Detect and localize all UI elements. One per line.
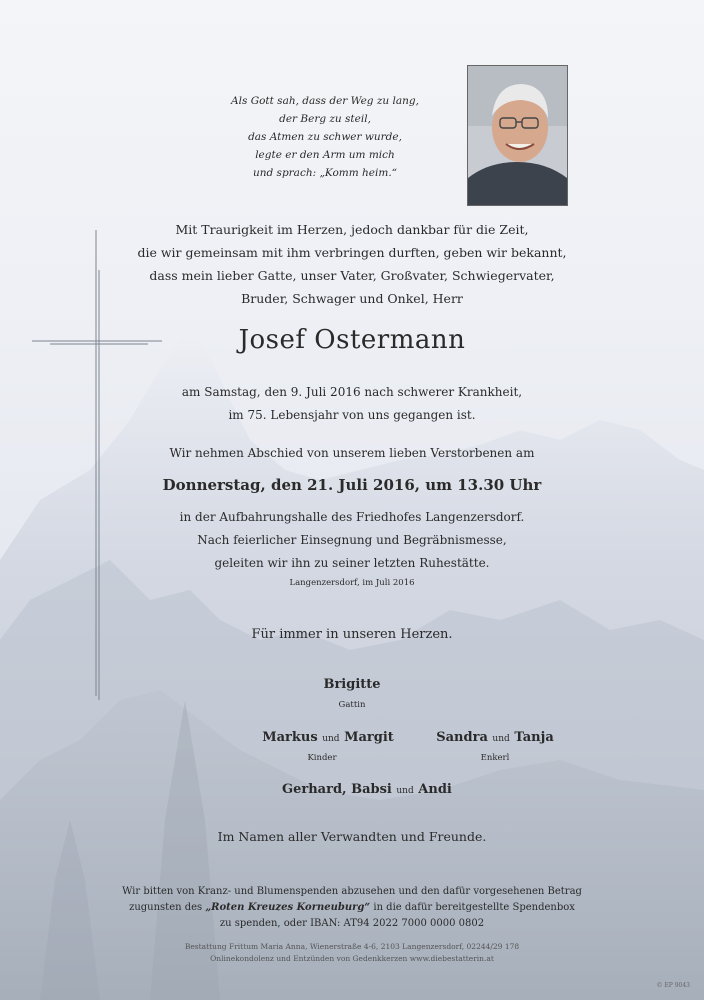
poem-line: und sprach: „Komm heim.“: [252, 167, 398, 179]
donation-text-part: in die dafür bereitgestellte Spendenbox: [370, 902, 575, 913]
family-children-role: Kinder: [307, 753, 337, 763]
undertaker-footer: [0, 941, 704, 965]
poem-line: das Atmen zu schwer wurde,: [248, 131, 402, 143]
intro-line: Bruder, Schwager und Onkel, Herr: [241, 291, 463, 306]
passing-line: am Samstag, den 9. Juli 2016 nach schwerer Krankheit,: [181, 385, 523, 399]
donation-line: [0, 900, 704, 916]
family-grandchildren-role: Enkerl: [480, 753, 510, 763]
template-code: © EP 9043: [656, 982, 690, 989]
poem: [205, 92, 445, 182]
poem-line: Als Gott sah, dass der Weg zu lang,: [231, 95, 419, 107]
child-name: Margit: [344, 730, 394, 745]
poem-line: legte er den Arm um mich: [255, 149, 395, 161]
family-wife-name: Brigitte: [323, 677, 381, 692]
and-word: und: [322, 734, 340, 744]
passing-line: im 75. Lebensjahr von uns gegangen ist.: [228, 408, 476, 422]
footer-line: Onlinekondolenz und Entzünden von Gedenkkerzen www.diebestatterin.at: [210, 954, 494, 963]
and-word: und: [396, 786, 414, 796]
portrait-illustration: [468, 66, 567, 205]
place-date: Langenzersdorf, im Juli 2016: [289, 578, 415, 588]
donation-iban: zu spenden, oder IBAN: AT94 2022 7000 0000 0802: [219, 918, 485, 929]
donation-text-part: zugunsten des: [129, 902, 206, 913]
intro-text: [0, 218, 704, 310]
ceremony-text: [0, 506, 704, 575]
funeral-date: Donnerstag, den 21. Juli 2016, um 13.30 Uhr: [162, 476, 542, 494]
intro-line: dass mein lieber Gatte, unser Vater, Großvater, Schwiegervater,: [149, 268, 555, 283]
intro-line: die wir gemeinsam mit ihm verbringen durften, geben wir bekannt,: [137, 245, 567, 260]
intro-line: Mit Traurigkeit im Herzen, jedoch dankbar für die Zeit,: [175, 222, 529, 237]
donation-text: [0, 884, 704, 932]
farewell-text: Wir nehmen Abschied von unserem lieben Verstorbenen am: [169, 446, 535, 460]
ceremony-line: Nach feierlicher Einsegnung und Begräbnismesse,: [197, 533, 507, 547]
grandchild-name: Sandra: [436, 730, 488, 745]
sibling-names: Gerhard, Babsi: [282, 782, 392, 797]
ceremony-line: in der Aufbahrungshalle des Friedhofes Langenzersdorf.: [179, 510, 525, 524]
family-children-names: [248, 730, 408, 745]
ceremony-line: geleiten wir ihn zu seiner letzten Ruhestätte.: [214, 556, 490, 570]
and-word: und: [492, 734, 510, 744]
deceased-name: Josef Ostermann: [238, 325, 466, 355]
donation-organization: „Roten Kreuzes Korneuburg“: [205, 902, 371, 913]
family-wife-role: Gattin: [338, 700, 366, 710]
footer-line: Bestattung Frittum Maria Anna, Wienerstraße 4-6, 2103 Langenzersdorf, 02244/29 178: [184, 942, 520, 951]
relatives-text: Im Namen aller Verwandten und Freunde.: [217, 829, 487, 844]
forever-text: Für immer in unseren Herzen.: [251, 627, 453, 642]
sibling-name: Andi: [418, 782, 452, 797]
child-name: Markus: [262, 730, 318, 745]
passing-text: [0, 381, 704, 427]
portrait-photo: [467, 65, 568, 206]
donation-line: Wir bitten von Kranz- und Blumenspenden abzusehen und den dafür vorgesehenen Betrag: [122, 886, 582, 897]
grandchild-name: Tanja: [514, 730, 554, 745]
family-grandchildren-names: [415, 730, 575, 745]
poem-line: der Berg zu steil,: [279, 113, 371, 125]
family-siblings-names: [282, 782, 452, 797]
